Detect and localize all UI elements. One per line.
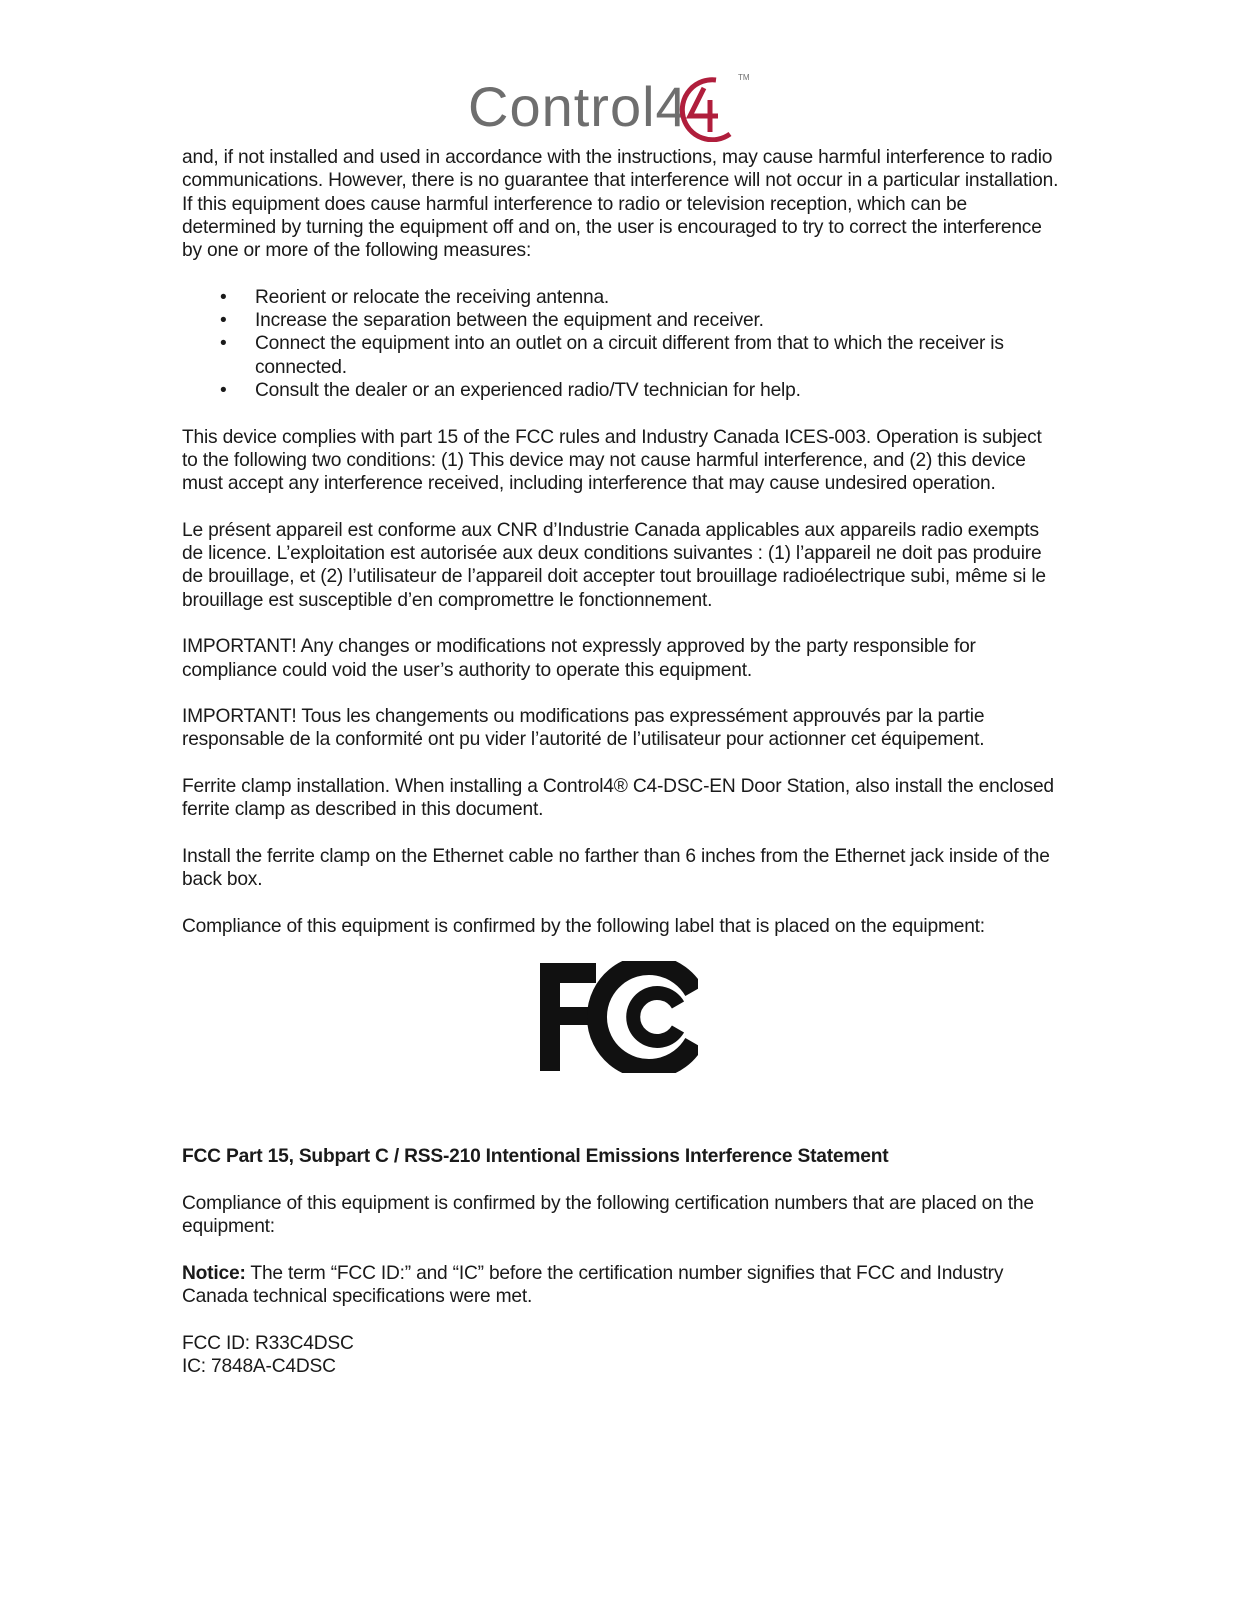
list-item: • Reorient or relocate the receiving antenna. [220, 286, 610, 308]
list-item: • Consult the dealer or an experienced radio/TV technician for help. [220, 379, 801, 401]
install-paragraph: Install the ferrite clamp on the Ethernet cable no farther than 6 inches from the Ethernet jack inside of the back box. [182, 845, 1050, 891]
section-heading: FCC Part 15, Subpart C / RSS-210 Intentional Emissions Interference Statement [182, 1146, 889, 1168]
fcc-id: FCC ID: R33C4DSC [182, 1332, 354, 1354]
cert-paragraph: Compliance of this equipment is confirmed by the following certification numbers that are placed on the equipment: [182, 1192, 1034, 1238]
ferrite-paragraph: Ferrite clamp installation. When installing a Control4® C4-DSC-EN Door Station, also install the enclosed ferrite clamp as described in this document. [182, 776, 1054, 821]
control4-logo [468, 70, 758, 142]
notice-label: Notice: [182, 1262, 246, 1284]
notice-text: The term “FCC ID:” and “IC” before the certification number signifies that FCC and Industry Canada technical specifications were met. [182, 1262, 1004, 1308]
list-item: • Increase the separation between the equipment and receiver. [220, 310, 764, 332]
bullet-icon: • [220, 333, 227, 355]
list-item: • Connect the equipment into an outlet on a circuit different from that to which the receiver is connected. [220, 333, 1004, 378]
logo-text: Control4 [468, 75, 688, 138]
certification-ids [182, 1332, 1062, 1379]
control4-logo-icon [682, 80, 730, 140]
fcc-logo-container [182, 961, 1062, 1145]
bullet-icon: • [220, 286, 227, 308]
bullet-icon: • [220, 310, 227, 332]
notice-paragraph [182, 1262, 1062, 1309]
measures-list [182, 286, 1062, 402]
intro-paragraph: and, if not installed and used in accordance with the instructions, may cause harmful interference to radio communications. However, there is no guarantee that interference will not occur in a particular installation. If this equipment does cause harmful interference to radio or television reception, which can be determined by turning the equipment off and on, the user is encouraged to try to correct the interference by one or more of the following measures: [182, 147, 1059, 262]
fcc-logo-icon [538, 961, 698, 1073]
label-paragraph: Compliance of this equipment is confirmed by the following label that is placed on the equipment: [182, 915, 985, 937]
bullet-icon: • [220, 379, 227, 401]
compliance-paragraph: This device complies with part 15 of the FCC rules and Industry Canada ICES-003. Operation is subject to the following two conditions: (1) This device may not cause harmful interference, and (2) this device must accept any interference received, including interference that may cause undesired operation. [182, 426, 1042, 495]
french-paragraph: Le présent appareil est conforme aux CNR d’Industrie Canada applicables aux appareils radio exempts de licence. L’exploitation est autorisée aux deux conditions suivantes : (1) l’appareil ne doit pas produire de brouillage, et (2) l’utilisateur de l’appareil doit accepter tout brouillage radioélectrique subi, même si le brouillage est susceptible d’en compromettre le fonctionnement. [182, 519, 1046, 611]
important-fr-paragraph: IMPORTANT! Tous les changements ou modifications pas expressément approuvés par la partie responsable de la conformité ont pu vider l’autorité de l’utilisateur pour actionner cet équipement. [182, 706, 985, 751]
svg-text:TM: TM [738, 73, 750, 82]
important-en-paragraph: IMPORTANT! Any changes or modifications not expressly approved by the party responsible for compliance could void the user’s authority to operate this equipment. [182, 636, 976, 681]
document-body [182, 146, 1062, 1378]
ic-id: IC: 7848A-C4DSC [182, 1356, 336, 1378]
